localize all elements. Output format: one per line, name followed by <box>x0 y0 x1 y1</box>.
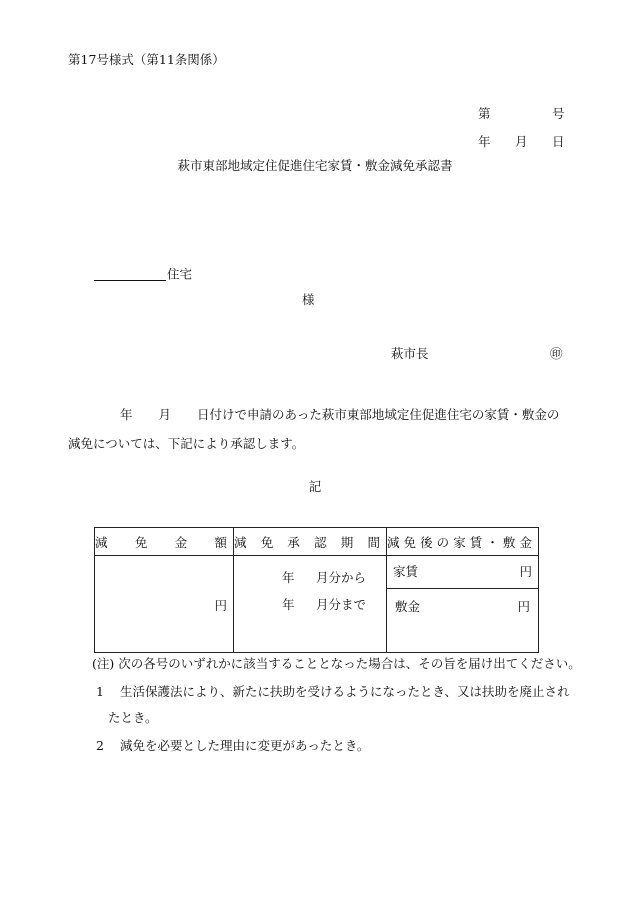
rent-label: 家賃 <box>393 564 419 579</box>
doc-number-suffix: 号 <box>552 106 565 121</box>
body-text: 日付けで申請のあった萩市東部地域定住促進住宅の家賃・敷金の減免については、下記により承認します。 <box>68 407 560 451</box>
date-month: 月 <box>515 134 528 149</box>
body-year: 年 <box>120 407 133 422</box>
deposit-unit: 円 <box>517 599 530 614</box>
approval-body <box>68 400 564 458</box>
note-item-2-number: 2 <box>96 738 104 753</box>
table-data-row <box>95 556 539 653</box>
addressee-housing <box>94 268 192 281</box>
addressee-honorific: 様 <box>302 292 315 307</box>
period-to-year: 年 <box>282 597 295 612</box>
period-from-month: 月分から <box>316 570 367 585</box>
note-item-2-text: 減免を必要とした理由に変更があったとき。 <box>119 738 370 753</box>
form-number: 第17号様式（第11条関係） <box>68 52 225 67</box>
note-item-2 <box>96 740 369 753</box>
after-reduction-cell <box>387 556 539 653</box>
document-title: 萩市東部地域定住促進住宅家賃・敷金減免承認書 <box>177 158 453 173</box>
header-amount: 減 免 金 額 <box>95 528 234 556</box>
deposit-label: 敷金 <box>395 599 421 614</box>
seal-mark: ㊞ <box>550 346 563 361</box>
doc-number-prefix: 第 <box>478 106 491 121</box>
body-month: 月 <box>158 407 172 422</box>
header-after-reduction: 減 免 後 の 家 賃 ・ 敷 金 <box>387 528 539 556</box>
note-item-1-text: 生活保護法により、新たに扶助を受けるようになったとき、又は扶助を廃止され <box>119 684 570 699</box>
period-from-year: 年 <box>282 570 295 585</box>
housing-name-blank <box>94 268 166 281</box>
ki-heading: 記 <box>308 479 322 494</box>
note-item-1-continuation: たとき。 <box>108 710 158 725</box>
deposit-row <box>387 589 538 621</box>
date-day: 日 <box>552 134 565 149</box>
notes-heading: (注) 次の各号のいずれかに該当することとなった場合は、その旨を届け出てください。 <box>92 656 581 671</box>
issuer-name: 萩市長 <box>391 346 429 361</box>
note-item-1-number: 1 <box>96 684 104 699</box>
table-header-row <box>95 528 539 556</box>
amount-cell <box>95 556 234 653</box>
date-year: 年 <box>478 134 491 149</box>
amount-unit: 円 <box>214 598 227 613</box>
period-cell <box>234 556 387 653</box>
period-to-month: 月分まで <box>316 597 367 612</box>
housing-suffix: 住宅 <box>167 266 193 282</box>
rent-unit: 円 <box>519 564 532 579</box>
header-period: 減 免 承 認 期 間 <box>234 528 387 556</box>
note-item-1 <box>96 686 569 699</box>
rent-row <box>387 556 538 589</box>
reduction-table <box>94 527 539 653</box>
